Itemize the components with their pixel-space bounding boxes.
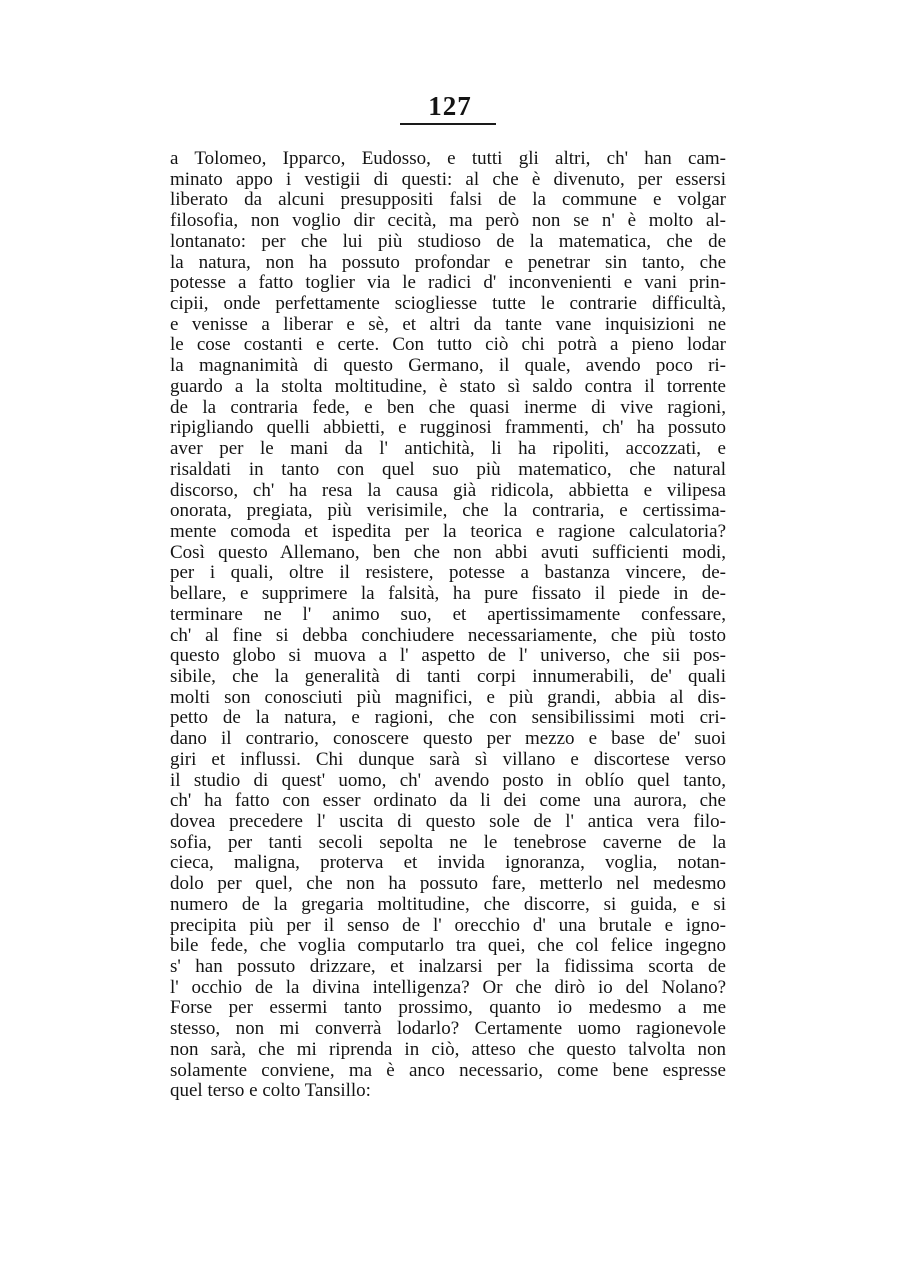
body-text — [170, 149, 726, 1102]
text-line: Così questo Allemano, ben che non abbi avuti sufficienti modi, — [170, 541, 726, 563]
text-line: Forse per essermi tanto prossimo, quanto io medesmo a me — [170, 997, 726, 1019]
text-line: guardo a la stolta moltitudine, è stato sì saldo contra il torrente — [170, 375, 726, 397]
text-line: discorso, ch' ha resa la causa già ridicola, abbietta e vilipesa — [170, 479, 726, 501]
text-line: giri et influssi. Chi dunque sarà sì villano e discortese verso — [170, 748, 726, 770]
text-line: solamente conviene, ma è anco necessario, come bene espresse — [170, 1059, 726, 1081]
text-line: molti son conosciuti più magnifici, e più grandi, abbia al dis- — [170, 686, 726, 708]
text-line: potesse a fatto toglier via le radici d' inconvenienti e vani prin- — [170, 272, 726, 294]
text-line: precipita più per il senso de l' orecchio d' una brutale e igno- — [170, 914, 726, 936]
text-line: de la contraria fede, e ben che quasi inerme di vive ragioni, — [170, 396, 726, 418]
text-line: a Tolomeo, Ipparco, Eudosso, e tutti gli altri, ch' han cam- — [170, 148, 726, 169]
text-line: bile fede, che voglia computarlo tra quei, che col felice ingegno — [170, 935, 726, 957]
text-line: cipii, onde perfettamente sciogliesse tutte le contrarie difficultà, — [170, 293, 726, 315]
text-line: onorata, pregiata, più verisimile, che la contraria, e certissima- — [170, 500, 726, 522]
text-line: aver per le mani da l' antichità, li ha ripoliti, accozzati, e — [170, 438, 726, 460]
text-line: la magnanimità di questo Germano, il quale, avendo poco ri- — [170, 355, 726, 377]
text-line: e venisse a liberar e sè, et altri da tante vane inquisizioni ne — [170, 313, 726, 335]
text-line: filosofia, non voglio dir cecità, ma però non se n' è molto al- — [170, 210, 726, 232]
text-line: ripigliando quelli abbietti, e rugginosi frammenti, ch' ha possuto — [170, 417, 726, 439]
text-line: dano il contrario, conoscere questo per mezzo e base de' suoi — [170, 728, 726, 750]
text-line: ch' al fine si debba conchiudere necessariamente, che più tosto — [170, 624, 726, 646]
text-line: le cose costanti e certe. Con tutto ciò chi potrà a pieno lodar — [170, 334, 726, 356]
page-number: 127 — [428, 91, 472, 121]
text-line: sibile, che la generalità di tanti corpi innumerabili, de' quali — [170, 665, 726, 687]
text-line: sofia, per tanti secoli sepolta ne le tenebrose caverne de la — [170, 831, 726, 853]
text-line: cieca, maligna, proterva et invida ignoranza, voglia, notan- — [170, 852, 726, 874]
header-rule — [400, 123, 496, 125]
text-line: ch' ha fatto con esser ordinato da li dei come una aurora, che — [170, 790, 726, 812]
text-line: l' occhio de la divina intelligenza? Or che dirò io del Nolano? — [170, 976, 726, 998]
text-line: questo globo si muova a l' aspetto de l' universo, che sii pos- — [170, 645, 726, 667]
text-line: lontanato: per che lui più studioso de la matematica, che de — [170, 230, 726, 252]
text-line: mente comoda et ispedita per la teorica e ragione calculatoria? — [170, 520, 726, 542]
text-line: numero de la gregaria moltitudine, che discorre, si guida, e si — [170, 893, 726, 915]
text-line: terminare ne l' animo suo, et apertissimamente confessare, — [170, 603, 726, 625]
text-line: la natura, non ha possuto profondar e penetrar sin tanto, che — [170, 251, 726, 273]
text-line: liberato da alcuni presuppositi falsi de la commune e volgar — [170, 189, 726, 211]
text-line: non sarà, che mi riprenda in ciò, atteso che questo talvolta non — [170, 1038, 726, 1060]
text-line: minato appo i vestigii di questi: al che è divenuto, per essersi — [170, 168, 726, 190]
text-line: bellare, e supprimere la falsità, ha pure fissato il piede in de- — [170, 583, 726, 605]
text-line: s' han possuto drizzare, et inalzarsi per la fidissima scorta de — [170, 956, 726, 978]
text-line: petto de la natura, e ragioni, che con sensibilissimi moti cri- — [170, 707, 726, 729]
text-line: stesso, non mi converrà lodarlo? Certamente uomo ragionevole — [170, 1018, 726, 1040]
text-line: per i quali, oltre il resistere, potesse a bastanza vincere, de- — [170, 562, 726, 584]
text-line: risaldati in tanto con quel suo più matematico, che natural — [170, 458, 726, 480]
text-line: dovea precedere l' uscita di questo sole de l' antica vera filo- — [170, 811, 726, 832]
text-line: quel terso e colto Tansillo: — [170, 1080, 371, 1102]
text-line: il studio di quest' uomo, ch' avendo posto in oblío quel tanto, — [170, 769, 726, 791]
text-line: dolo per quel, che non ha possuto fare, metterlo nel medesmo — [170, 873, 726, 895]
